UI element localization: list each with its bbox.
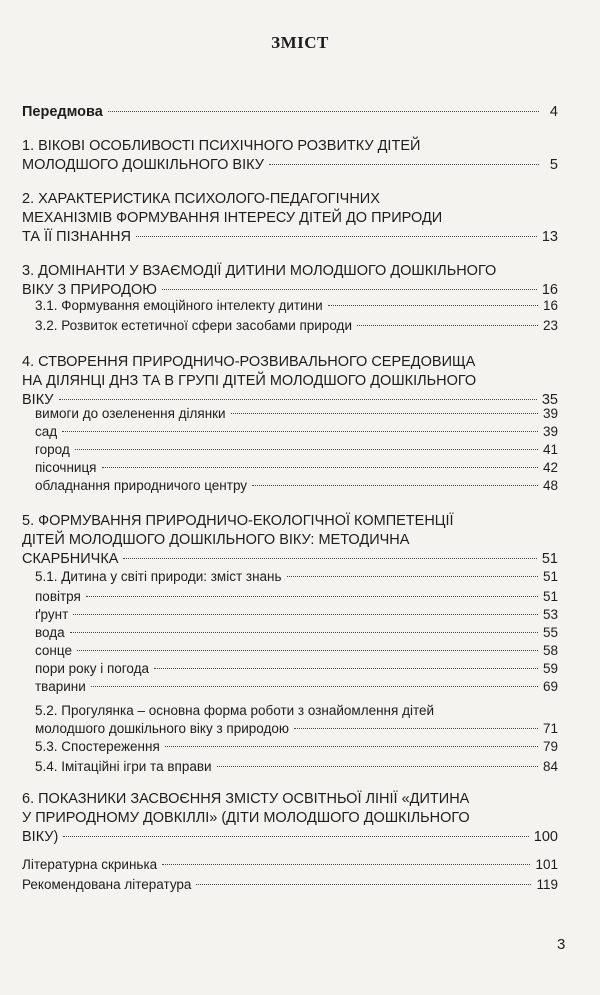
toc-entry-page: 55 [542,625,558,640]
toc-entry-text: 1. ВІКОВІ ОСОБЛИВОСТІ ПСИХІЧНОГО РОЗВИТКУ ДІТЕЙ [22,138,421,154]
toc-entry-page: 53 [542,607,558,622]
toc-entry [35,758,558,776]
toc-entry-page: 42 [542,460,558,475]
toc-entry-text: 5.3. Спостереження [35,739,160,754]
toc-entry [22,855,558,874]
toc-entry-text: 5.1. Дитина у світі природи: зміст знань [35,569,282,584]
toc-entry-text: 5.2. Прогулянка – основна форма роботи з ознайомлення дітей [35,703,435,718]
toc-entry-page: 59 [542,661,558,676]
toc-entry-page: 69 [542,679,558,694]
dot-leader [357,325,538,326]
toc-entry [22,353,558,410]
toc-entry [35,297,558,315]
toc-entry-text: 6. ПОКАЗНИКИ ЗАСВОЄННЯ ЗМІСТУ ОСВІТНЬОЇ ЛІНІЇ «ДИТИНА [22,791,470,807]
toc-entry-page: 51 [542,589,558,604]
toc-entry-text: пори року і погода [35,661,149,676]
toc-entry-text: 3.2. Розвиток естетичної сфери засобами природи [35,318,352,333]
toc-entry-text: ДІТЕЙ МОЛОДШОГО ДОШКІЛЬНОГО ВІКУ: МЕТОДИЧНА [22,532,410,548]
dot-leader [162,289,537,290]
toc-entry-text: Рекомендована література [22,877,192,892]
toc-entry-page: 48 [542,478,558,493]
toc-entry [35,660,558,678]
toc-entry-page: 84 [542,759,558,774]
toc-entry-text: 5.4. Імітаційні ігри та вправи [35,759,212,774]
toc-entry [35,606,558,624]
toc-entry-text: ТА ЇЇ ПІЗНАННЯ [22,229,131,245]
toc-entry-page: 101 [535,857,558,872]
toc-entry-page: 35 [541,392,558,408]
dot-leader [91,686,538,687]
toc-entry-page: 23 [542,318,558,333]
toc-entry-text: ВІКУ [22,392,54,408]
toc-entry-text: 3.1. Формування емоційного інтелекту дитини [35,298,323,313]
dot-leader [328,305,538,306]
dot-leader [75,449,538,450]
dot-leader [77,650,538,651]
toc-entry [22,137,558,175]
toc-entry-text: сад [35,424,58,439]
toc-entry-text: СКАРБНИЧКА [22,551,119,567]
toc-entry-page: 4 [549,104,558,120]
toc-entry-text: город [35,442,70,457]
toc-entry-page: 5 [549,157,558,173]
toc-entry [22,875,558,894]
toc-entry-page: 41 [542,442,558,457]
toc-entry [35,317,558,335]
toc-entry [22,262,558,300]
toc-entry-text: повітря [35,589,81,604]
toc-entry-page: 100 [533,829,558,845]
toc-entry-text: МОЛОДШОГО ДОШКІЛЬНОГО ВІКУ [22,157,264,173]
toc-entry-text: 2. ХАРАКТЕРИСТИКА ПСИХОЛОГО-ПЕДАГОГІЧНИХ [22,191,380,207]
toc-entry-text: 5. ФОРМУВАННЯ ПРИРОДНИЧО-ЕКОЛОГІЧНОЇ КОМПЕТЕНЦІЇ [22,513,454,529]
toc-entry-page: 119 [536,877,558,892]
dot-leader [108,111,539,112]
toc-entry [22,512,558,569]
page-number: 3 [557,936,566,953]
dot-leader [294,728,538,729]
toc-entry [22,190,558,247]
toc-entry-page: 51 [542,569,558,584]
toc-entry-text: Передмова [22,104,103,120]
toc-entry-page: 71 [542,721,558,736]
dot-leader [217,766,538,767]
dot-leader [196,884,531,885]
toc-entry-page: 13 [541,229,558,245]
dot-leader [269,164,539,165]
toc-entry-page: 58 [542,643,558,658]
toc-entry [35,738,558,756]
toc-entry [35,624,558,642]
toc-entry [22,103,558,122]
toc-entry-text: МЕХАНІЗМІВ ФОРМУВАННЯ ІНТЕРЕСУ ДІТЕЙ ДО ПРИРОДИ [22,210,443,226]
toc-entry-text: сонце [35,643,72,658]
dot-leader [136,236,537,237]
toc-entry [35,405,558,423]
toc-entry-page: 16 [542,298,558,313]
toc-entry [22,790,558,847]
toc-entry-text: 3. ДОМІНАНТИ У ВЗАЄМОДІЇ ДИТИНИ МОЛОДШОГО ДОШКІЛЬНОГО [22,263,497,279]
dot-leader [62,431,538,432]
toc-entry-page: 39 [542,406,558,421]
dot-leader [86,596,538,597]
toc-entry [35,441,558,459]
toc-entry-text: обладнання природничого центру [35,478,248,493]
toc-entry [35,459,558,477]
toc-entry [35,642,558,660]
dot-leader [154,668,538,669]
toc-entry-text: пісочниця [35,460,97,475]
toc-entry-text: тварини [35,679,86,694]
dot-leader [63,836,528,837]
toc-entry [35,423,558,441]
toc-entry-text: ВІКУ) [22,829,59,845]
toc-entry-text: молодшого дошкільного віку з природою [35,721,289,736]
toc-entry-page: 16 [541,282,558,298]
toc-entry-text: вимоги до озеленення ділянки [35,406,226,421]
toc-entry [35,702,558,738]
toc-entry-page: 51 [541,551,558,567]
toc-entry-text: Літературна скринька [22,857,158,872]
dot-leader [73,614,538,615]
toc-entry [35,678,558,696]
toc-entry-text: ґрунт [35,607,69,622]
toc-entry-page: 39 [542,424,558,439]
dot-leader [165,746,538,747]
dot-leader [102,467,538,468]
page-title: ЗМІСТ [271,33,329,52]
dot-leader [287,576,538,577]
toc-entry-page: 79 [542,739,558,754]
toc-entry [35,588,558,606]
dot-leader [231,413,538,414]
dot-leader [123,558,536,559]
toc-entry [35,477,558,495]
toc-entry-text: вода [35,625,65,640]
dot-leader [252,485,538,486]
toc-entry-text: У ПРИРОДНОМУ ДОВКІЛЛІ» (ДІТИ МОЛОДШОГО ДОШКІЛЬНОГО [22,810,470,826]
toc-entry-text: ВІКУ З ПРИРОДОЮ [22,282,157,298]
toc-entry-text: НА ДІЛЯНЦІ ДНЗ ТА В ГРУПІ ДІТЕЙ МОЛОДШОГО ДОШКІЛЬНОГО [22,373,477,389]
dot-leader [59,399,537,400]
dot-leader [70,632,538,633]
toc-entry-text: 4. СТВОРЕННЯ ПРИРОДНИЧО-РОЗВИВАЛЬНОГО СЕРЕДОВИЩА [22,354,476,370]
toc-entry [35,568,558,586]
dot-leader [162,864,530,865]
